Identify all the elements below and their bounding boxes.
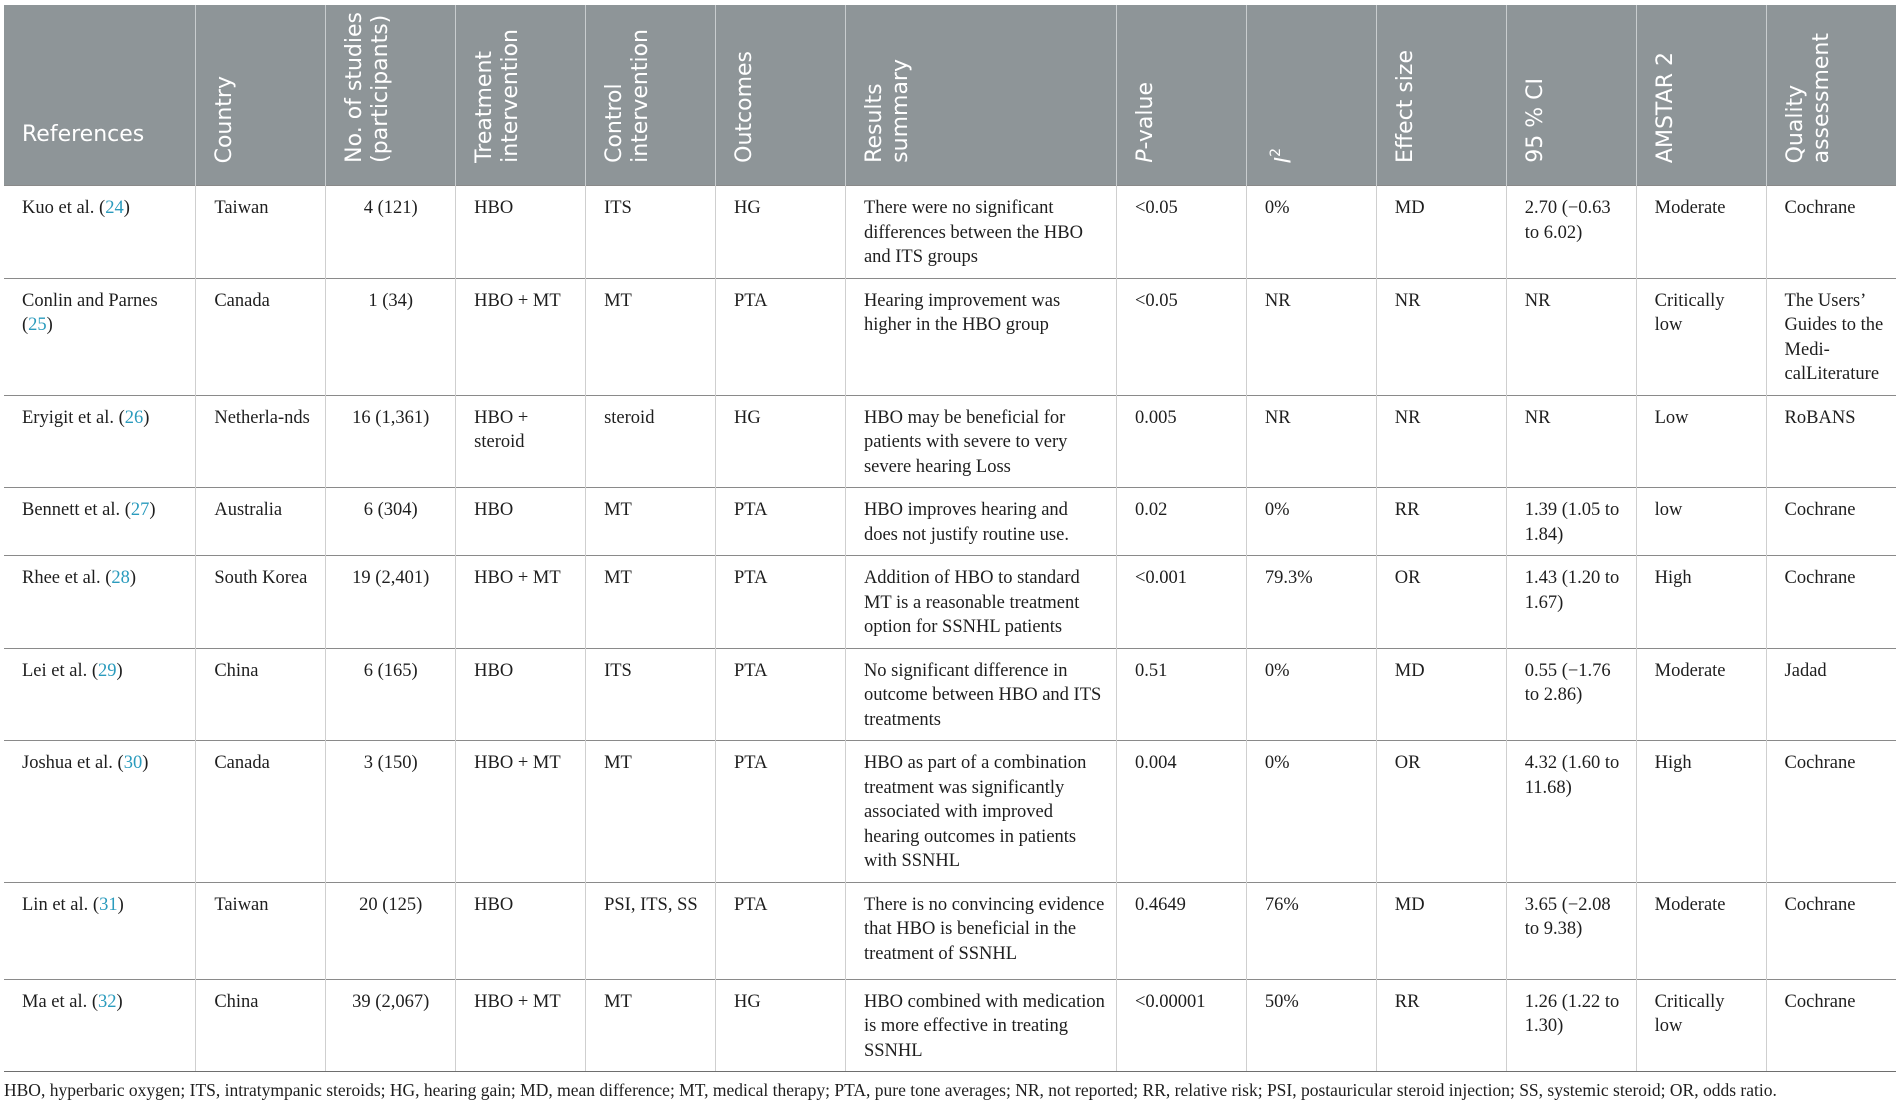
reference-link[interactable]: 32 [98,991,117,1012]
results-summary-cell: There is no convincing evidence that HBO is beneficial in the treatment of SSNHL [845,882,1116,979]
header-treatment [456,5,586,186]
reference-close-paren: ) [123,198,130,218]
studies-cell: 16 (1,361) [326,395,456,488]
reference-close-paren: ) [117,894,124,915]
country-cell: Canada [196,741,326,883]
header-ci [1506,5,1636,186]
reference-link[interactable]: 24 [105,198,124,218]
ci-cell: 0.55 (−1.76 to 2.86) [1506,648,1636,741]
quality-assessment-cell: The Users’ Guides to the Medi-calLiterature [1766,278,1896,395]
ci-cell: NR [1506,278,1636,395]
reference-author: Conlin and Parnes ( [22,290,158,335]
control-cell: MT [586,979,716,1072]
header-studies [326,5,456,186]
reference-link[interactable]: 26 [124,407,144,428]
treatment-cell: HBO + MT [456,741,586,883]
table-row [4,556,1896,649]
amstar-cell: Critically low [1636,278,1766,395]
effect-size-cell: MD [1376,882,1506,979]
effect-size-cell: RR [1376,979,1506,1072]
results-summary-cell: HBO may be beneficial for patients with severe to very severe hearing Loss [845,395,1116,488]
reference-cell [4,186,196,279]
i2-cell: NR [1246,278,1376,395]
amstar-cell: Moderate [1636,882,1766,979]
control-cell: MT [586,741,716,883]
reference-cell [4,395,196,488]
studies-cell: 39 (2,067) [326,979,456,1072]
reference-close-paren: ) [142,753,149,773]
control-cell: ITS [586,186,716,279]
studies-cell: 4 (121) [326,186,456,279]
country-cell: Taiwan [196,186,326,279]
header-pvalue-italic: P [1132,149,1158,163]
header-studies-line2: (participants) [368,14,394,163]
ci-cell: 4.32 (1.60 to 11.68) [1506,741,1636,883]
results-summary-cell: HBO as part of a combination treatment was significantly associated with improved hearing outcomes in patients with SSNHL [845,741,1116,883]
reference-link[interactable]: 27 [130,500,150,520]
reference-close-paren: ) [46,315,53,335]
country-cell: Australia [196,488,326,556]
ci-cell: 1.43 (1.20 to 1.67) [1506,556,1636,649]
header-control-line1: Control [602,83,628,163]
header-i2-label [1267,147,1297,163]
i2-cell: 0% [1246,648,1376,741]
effect-size-cell: RR [1376,488,1506,556]
treatment-cell: HBO + MT [456,278,586,395]
header-country [196,5,326,186]
treatment-cell: HBO [456,186,586,279]
header-quality-line2: assessment [1808,32,1834,163]
amstar-cell: Critically low [1636,979,1766,1072]
treatment-cell: HBO + MT [456,979,586,1072]
pvalue-cell: 0.4649 [1116,882,1246,979]
quality-assessment-cell: Cochrane [1766,882,1896,979]
country-cell: China [196,979,326,1072]
i2-cell: NR [1246,395,1376,488]
outcomes-cell: PTA [716,882,846,979]
reference-link[interactable]: 31 [99,894,118,915]
table-row [4,741,1896,883]
results-summary-cell: Addition of HBO to standard MT is a reasonable treatment option for SSNHL patients [845,556,1116,649]
i2-cell: 76% [1246,882,1376,979]
header-control [586,5,716,186]
header-country-label: Country [212,75,238,163]
header-amstar-label: AMSTAR 2 [1652,51,1678,163]
pvalue-cell: 0.51 [1116,648,1246,741]
i2-cell: 0% [1246,186,1376,279]
pvalue-cell: <0.05 [1116,186,1246,279]
header-results-line2: summary [887,59,913,163]
country-cell: Netherla-nds [196,395,326,488]
results-summary-cell: HBO improves hearing and does not justify routine use. [845,488,1116,556]
pvalue-cell: <0.05 [1116,278,1246,395]
treatment-cell: HBO [456,648,586,741]
quality-assessment-cell: Cochrane [1766,488,1896,556]
pvalue-cell: <0.00001 [1116,979,1246,1072]
header-results [845,5,1116,186]
table-row [4,488,1896,556]
header-studies-line1: No. of studies [342,12,368,163]
country-cell: Canada [196,278,326,395]
header-references-label: References [22,122,145,147]
studies-cell: 20 (125) [326,882,456,979]
effect-size-cell: MD [1376,648,1506,741]
control-cell: MT [586,556,716,649]
reference-cell [4,979,196,1072]
header-quality [1766,5,1896,186]
ci-cell: 3.65 (−2.08 to 9.38) [1506,882,1636,979]
quality-assessment-cell: Cochrane [1766,556,1896,649]
header-control-line2: intervention [628,29,654,163]
header-effect [1376,5,1506,186]
reference-cell [4,648,196,741]
outcomes-cell: PTA [716,741,846,883]
treatment-cell: HBO [456,882,586,979]
header-pvalue-label [1133,82,1158,163]
table-row [4,278,1896,395]
table-footnote: HBO, hyperbaric oxygen; ITS, intratympanic steroids; HG, hearing gain; MD, mean difference; MT, medical therapy; PTA, pure tone averages; NR, not reported; RR, relative risk; PSI, postauricular steroid injection; SS, systemic steroid; OR, odds ratio. [4,1080,1777,1100]
header-i2 [1246,5,1376,186]
header-pvalue-suffix: -value [1132,82,1158,150]
table-row [4,882,1896,979]
header-pvalue [1116,5,1246,186]
amstar-cell: low [1636,488,1766,556]
table-body [4,186,1896,1072]
reference-author: Lei et al. ( [22,660,99,681]
pvalue-cell: 0.02 [1116,488,1246,556]
country-cell: China [196,648,326,741]
control-cell: steroid [586,395,716,488]
table-row [4,979,1896,1072]
header-row [4,5,1896,186]
header-treatment-line2: intervention [498,29,524,163]
quality-assessment-cell: RoBANS [1766,395,1896,488]
header-quality-line1: Quality [1782,84,1808,163]
quality-assessment-cell: Cochrane [1766,741,1896,883]
amstar-cell: Moderate [1636,186,1766,279]
studies-cell: 6 (165) [326,648,456,741]
reference-link[interactable]: 25 [28,315,47,335]
reference-close-paren: ) [116,660,123,681]
reference-link[interactable]: 28 [111,568,130,588]
review-table [4,5,1896,1072]
treatment-cell: HBO + steroid [456,395,586,488]
quality-assessment-cell: Cochrane [1766,979,1896,1072]
quality-assessment-cell: Cochrane [1766,186,1896,279]
pvalue-cell: 0.004 [1116,741,1246,883]
studies-cell: 19 (2,401) [326,556,456,649]
ci-cell: NR [1506,395,1636,488]
header-outcomes [716,5,846,186]
i2-cell: 0% [1246,488,1376,556]
outcomes-cell: PTA [716,488,846,556]
reference-author: Ma et al. ( [22,991,99,1012]
ci-cell: 1.39 (1.05 to 1.84) [1506,488,1636,556]
outcomes-cell: HG [716,186,846,279]
treatment-cell: HBO + MT [456,556,586,649]
reference-author: Kuo et al. ( [22,198,106,218]
country-cell: South Korea [196,556,326,649]
outcomes-cell: PTA [716,556,846,649]
reference-cell [4,741,196,883]
pvalue-cell: 0.005 [1116,395,1246,488]
outcomes-cell: HG [716,979,846,1072]
i2-cell: 79.3% [1246,556,1376,649]
ci-cell: 1.26 (1.22 to 1.30) [1506,979,1636,1072]
reference-author: Eryigit et al. ( [22,407,125,428]
studies-cell: 3 (150) [326,741,456,883]
reference-author: Joshua et al. ( [22,753,124,773]
amstar-cell: Low [1636,395,1766,488]
effect-size-cell: OR [1376,741,1506,883]
effect-size-cell: NR [1376,395,1506,488]
reference-link[interactable]: 30 [123,753,143,773]
header-references [4,5,196,186]
outcomes-cell: HG [716,395,846,488]
pvalue-cell: <0.001 [1116,556,1246,649]
outcomes-cell: PTA [716,648,846,741]
control-cell: MT [586,488,716,556]
ci-cell: 2.70 (−0.63 to 6.02) [1506,186,1636,279]
results-summary-cell: There were no significant differences between the HBO and ITS groups [845,186,1116,279]
reference-close-paren: ) [116,991,123,1012]
results-summary-cell: HBO combined with medication is more effective in treating SSNHL [845,979,1116,1072]
header-amstar [1636,5,1766,186]
i2-cell: 50% [1246,979,1376,1072]
header-treatment-line1: Treatment [472,51,498,163]
reference-author: Rhee et al. ( [22,568,112,588]
effect-size-cell: MD [1376,186,1506,279]
reference-cell [4,556,196,649]
reference-close-paren: ) [149,500,156,520]
table-row [4,648,1896,741]
reference-cell [4,882,196,979]
reference-link[interactable]: 29 [98,660,117,681]
reference-author: Lin et al. ( [22,894,100,915]
header-ci-label: 95 % CI [1522,78,1548,163]
results-summary-cell: Hearing improvement was higher in the HBO group [845,278,1116,395]
effect-size-cell: NR [1376,278,1506,395]
table-row [4,186,1896,279]
header-i2-italic: I [1271,156,1297,163]
studies-cell: 6 (304) [326,488,456,556]
country-cell: Taiwan [196,882,326,979]
results-summary-cell: No significant difference in outcome between HBO and ITS treatments [845,648,1116,741]
i2-cell: 0% [1246,741,1376,883]
reference-close-paren: ) [129,568,137,588]
control-cell: MT [586,278,716,395]
treatment-cell: HBO [456,488,586,556]
table-row [4,395,1896,488]
reference-author: Bennett et al. ( [22,500,131,520]
control-cell: PSI, ITS, SS [586,882,716,979]
amstar-cell: Moderate [1636,648,1766,741]
header-results-line1: Results [861,83,887,163]
studies-cell: 1 (34) [326,278,456,395]
outcomes-cell: PTA [716,278,846,395]
quality-assessment-cell: Jadad [1766,648,1896,741]
header-outcomes-label: Outcomes [732,51,758,163]
reference-cell [4,488,196,556]
amstar-cell: High [1636,741,1766,883]
header-effect-label: Effect size [1392,50,1418,163]
reference-cell [4,278,196,395]
effect-size-cell: OR [1376,556,1506,649]
amstar-cell: High [1636,556,1766,649]
control-cell: ITS [586,648,716,741]
reference-close-paren: ) [143,407,150,428]
header-i2-superscript: 2 [1267,147,1284,157]
